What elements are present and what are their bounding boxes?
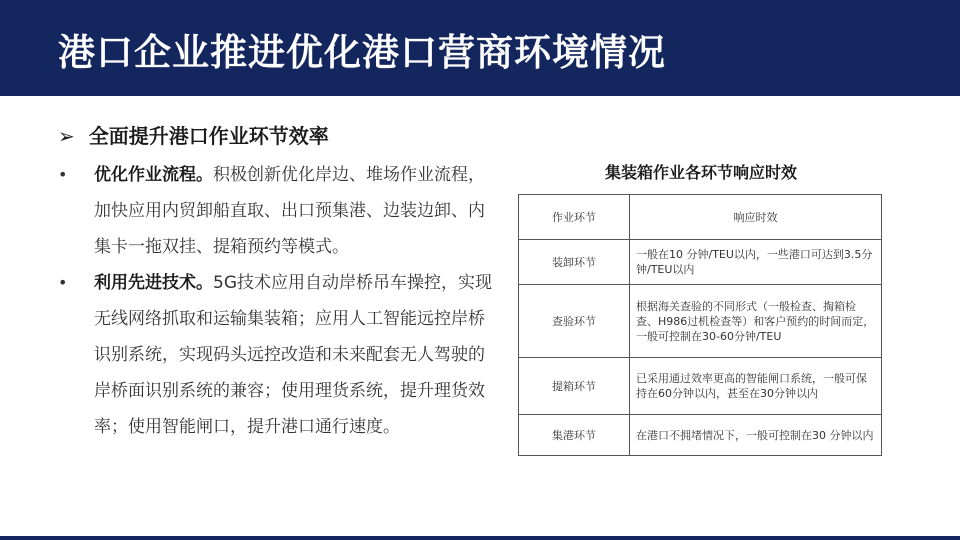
table-cell-time: 根据海关查验的不同形式（一般检查、掏箱检查、H986过机检查等）和客户预约的时间而定，一般可控制在30-60分钟/TEU [630, 285, 882, 358]
table-cell-stage: 装卸环节 [519, 240, 630, 285]
bullet-item [58, 157, 498, 265]
bullet-dot-icon: • [58, 165, 68, 184]
arrow-bullet-icon: ➢ [58, 124, 75, 148]
section-heading-text: 全面提升港口作业环节效率 [88, 124, 329, 148]
bullet-body: 5G技术应用自动岸桥吊车操控，实现无线网络抓取和运输集装箱；应用人工智能远控岸桥识别系统，实现码头远控改造和未来配套无人驾驶的岸桥面识别系统的兼容；使用理货系统，提升理货效率；使用智能闸口，提升港口通行速度。 [94, 273, 492, 437]
table-row [519, 285, 882, 358]
table-cell-stage: 查验环节 [519, 285, 630, 358]
table-header-time: 响应时效 [630, 195, 882, 240]
bullet-text [94, 157, 498, 265]
table-cell-time: 一般在10 分钟/TEU以内，一些港口可达到3.5分钟/TEU以内 [630, 240, 882, 285]
bullet-lead: 优化作业流程。 [94, 165, 213, 185]
table-cell-stage: 提箱环节 [519, 358, 630, 415]
table-cell-time: 在港口不拥堵情况下，一般可控制在30 分钟以内 [630, 415, 882, 456]
section-heading [58, 120, 329, 149]
response-time-table [518, 194, 882, 456]
table-title: 集装箱作业各环节响应时效 [604, 163, 797, 182]
slide-title: 港口企业推进优化港口营商环境情况 [58, 31, 666, 74]
table-row [519, 358, 882, 415]
header-bar [0, 0, 960, 96]
bullet-lead: 利用先进技术。 [94, 273, 213, 293]
bullet-body: 积极创新优化岸边、堆场作业流程，加快应用内贸卸船直取、出口预集港、边装边卸、内集卡一拖双挂、提箱预约等模式。 [94, 165, 485, 257]
table-header-stage: 作业环节 [519, 195, 630, 240]
bullet-dot-icon: • [58, 273, 68, 292]
table-cell-time: 已采用通过效率更高的智能闸口系统，一般可保持在60分钟以内，甚至在30分钟以内 [630, 358, 882, 415]
bullet-item [58, 265, 498, 445]
table-row [519, 415, 882, 456]
table-row [519, 240, 882, 285]
bullet-text [94, 265, 498, 445]
bottom-rule [0, 536, 960, 540]
table-header-row [519, 195, 882, 240]
table-cell-stage: 集港环节 [519, 415, 630, 456]
